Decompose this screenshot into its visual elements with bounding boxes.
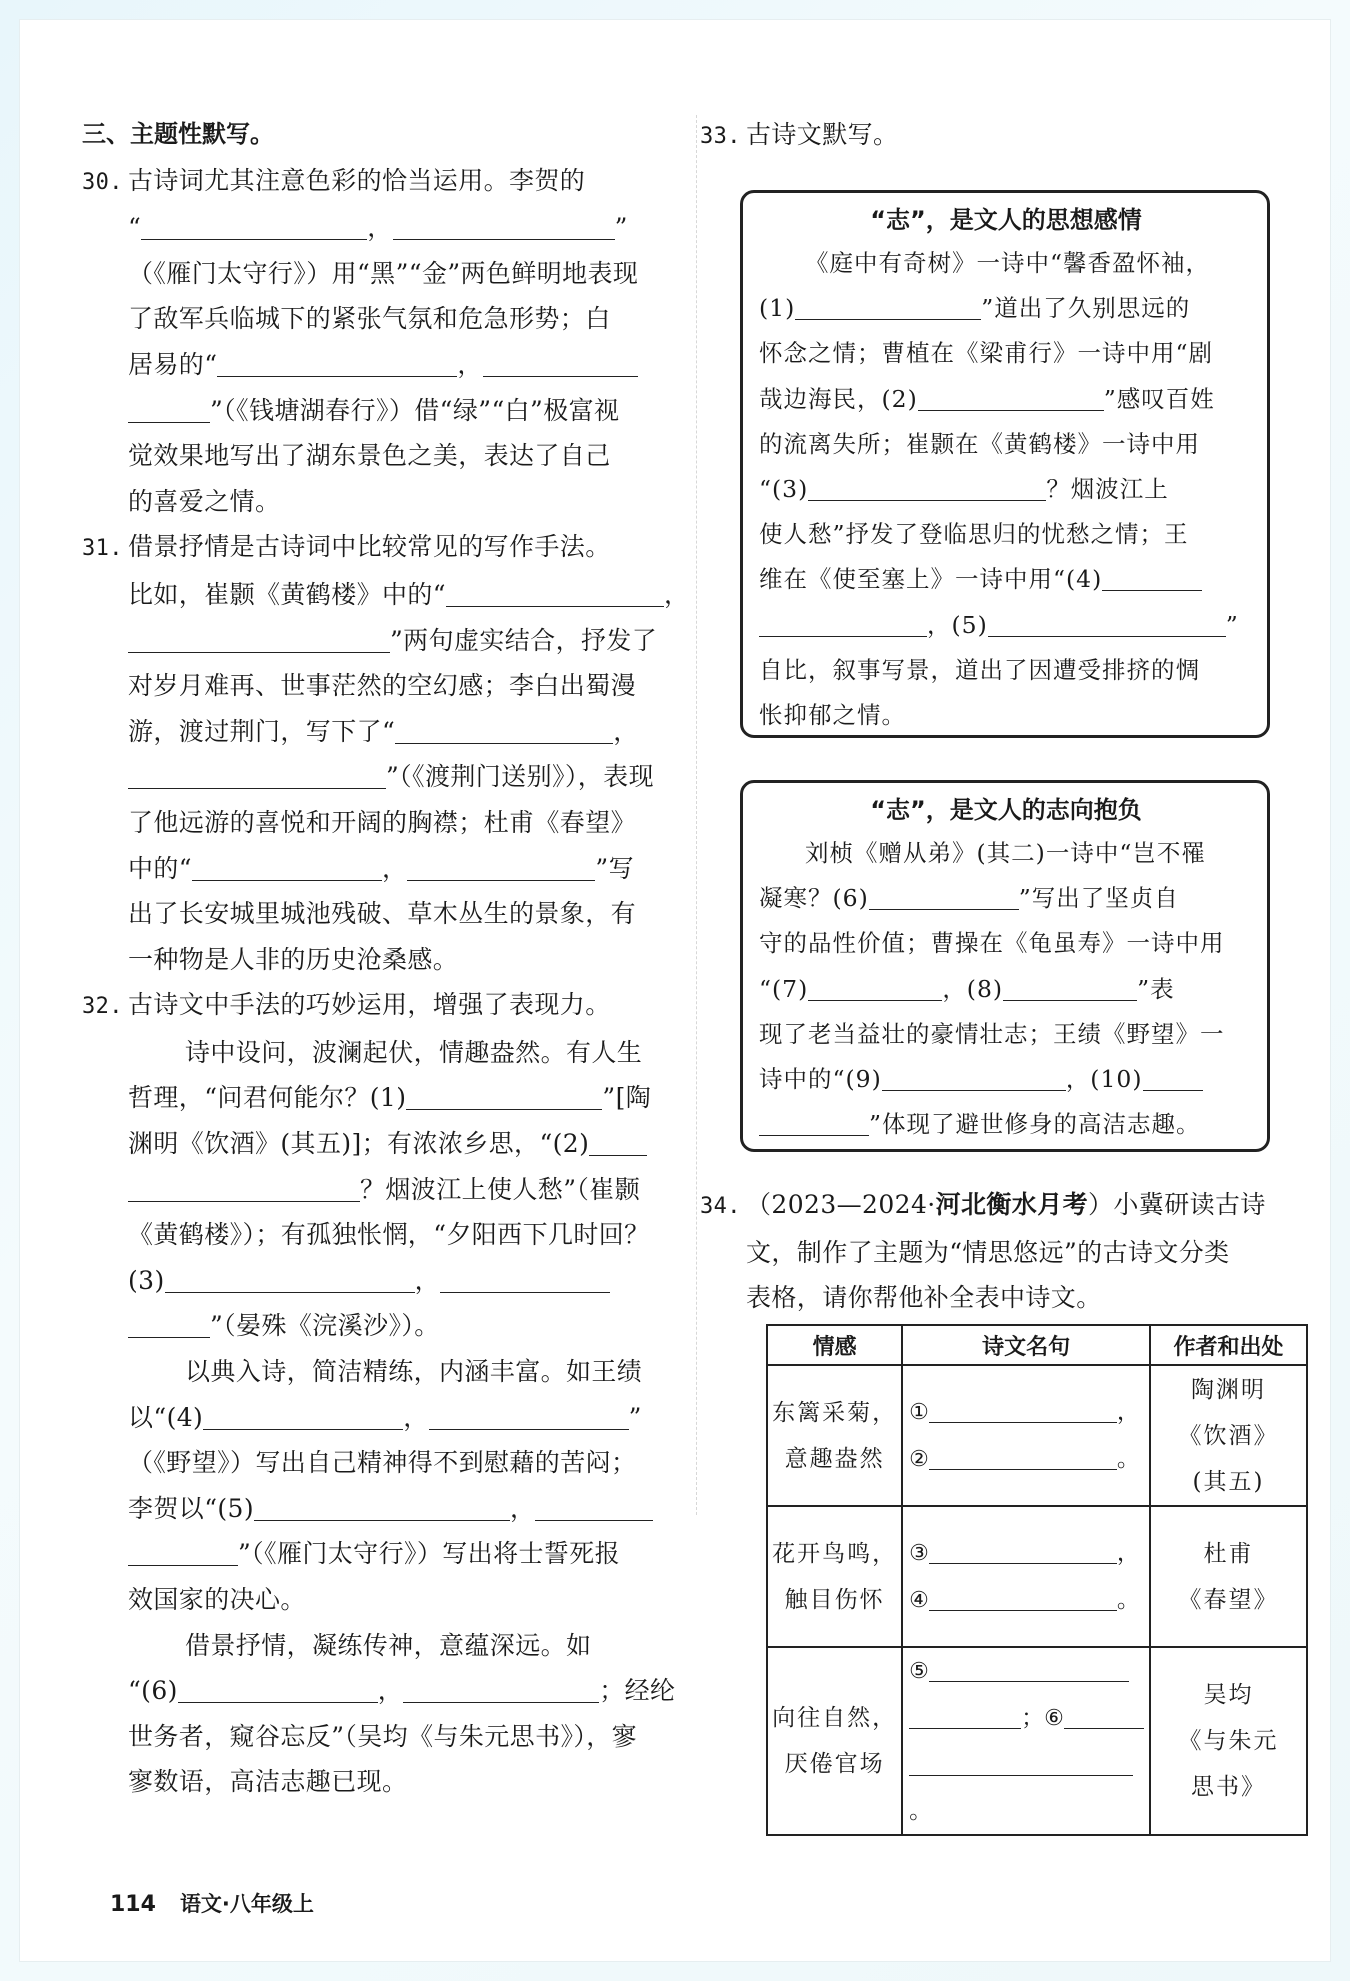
page-footer bbox=[110, 1888, 314, 1918]
box-title: “志”，是文人的志向抱负 bbox=[870, 796, 1142, 824]
question-33-header: 33. 古诗文默写。 bbox=[700, 112, 1300, 160]
answer-blank[interactable] bbox=[128, 760, 386, 789]
question-number: 33. bbox=[700, 124, 741, 149]
answer-blank[interactable] bbox=[882, 1062, 1066, 1091]
question-30: 30. 古诗词尤其注意色彩的恰当运用。李贺的 “ ， ” （《雁门太守行》）用“黑”“金”两色鲜明地表现 了敌军兵临城下的紧张气氛和危急形势；白 居易的“ ， ”（《钱塘湖春行》）借“绿”“白”极富视 觉效果地写出了湖东景色之美，表达了自己 的喜爱之情。 bbox=[82, 158, 692, 525]
table-row bbox=[767, 1647, 1307, 1835]
thought-feeling-box: “志”，是文人的思想感情 《庭中有奇树》一诗中“馨香盈怀袖， (1) ”道出了久别思远的 怀念之情；曹植在《梁甫行》一诗中用“剧 哉边海民，(2) ”感叹百姓 的流离失所；崔颢在《黄鹤楼》一诗中用 “(3) ？烟波江上 使人愁”抒发了登临思归的忧愁之情；王 维在《使至塞上》一诗中用“(4) ，(5) ” 自比，叙事写景，道出了因遭受排挤的惆 怅抑郁之情。 bbox=[740, 190, 1270, 738]
answer-blank[interactable] bbox=[446, 578, 664, 607]
answer-blank[interactable] bbox=[988, 608, 1226, 637]
column-divider bbox=[696, 115, 698, 1515]
source-cell: 吴均 《与朱元 思书》 bbox=[1150, 1647, 1307, 1835]
answer-blank[interactable] bbox=[929, 1582, 1117, 1611]
answer-blank[interactable] bbox=[440, 1264, 610, 1293]
answer-blank[interactable] bbox=[918, 382, 1104, 411]
answer-blank[interactable] bbox=[165, 1264, 415, 1293]
book-title: 语文·八年级上 bbox=[179, 1892, 314, 1916]
answer-blank[interactable] bbox=[869, 881, 1019, 910]
verse-cell: ① ， ② 。 bbox=[902, 1365, 1150, 1506]
answer-blank[interactable] bbox=[483, 348, 638, 377]
source-cell: 杜甫 《春望》 bbox=[1150, 1506, 1307, 1647]
answer-blank[interactable] bbox=[808, 972, 942, 1001]
section-heading: 三、主题性默写。 bbox=[82, 120, 274, 148]
answer-blank[interactable] bbox=[1064, 1700, 1144, 1729]
emotion-cell: 东篱采菊， 意趣盎然 bbox=[767, 1365, 902, 1506]
answer-blank[interactable] bbox=[929, 1441, 1117, 1470]
answer-blank[interactable] bbox=[1003, 972, 1137, 1001]
answer-blank[interactable] bbox=[808, 472, 1046, 501]
verse-cell: ⑤ ；⑥ 。 bbox=[902, 1647, 1150, 1835]
answer-blank[interactable] bbox=[128, 1309, 210, 1338]
source-tag: 河北衡水月考 bbox=[935, 1190, 1088, 1219]
column-header: 作者和出处 bbox=[1150, 1325, 1307, 1365]
answer-blank[interactable] bbox=[535, 1492, 653, 1521]
emotion-cell: 向往自然， 厌倦官场 bbox=[767, 1647, 902, 1835]
question-number: 34. bbox=[700, 1194, 741, 1219]
table-row bbox=[767, 1365, 1307, 1506]
answer-blank[interactable] bbox=[929, 1535, 1117, 1564]
verse-cell: ③ ， ④ 。 bbox=[902, 1506, 1150, 1647]
answer-blank[interactable] bbox=[403, 1674, 599, 1703]
question-32: 32. 古诗文中手法的巧妙运用，增强了表现力。 诗中设问，波澜起伏，情趣盎然。有人生 哲理，“问君何能尔？(1) ”[陶 渊明《饮酒》(其五)]；有浓浓乡思，“(2) ？烟波江上使人愁”（崔颢 《黄鹤楼》）；有孤独怅惘，“夕阳西下几时回？ (3) ， ”（晏殊《浣溪沙》）。 以典入诗，简洁精练，内涵丰富。如王绩 以“(4) ， ” （《野望》）写出自己精神得不到慰藉的苦闷； 李贺以“(5) ， ”（《雁门太守行》）写出将士誓死报 效国家的决心。 借景抒情，凝练传神，意蕴深远。如 “(6) ， ；经纶 世务者，窥谷忘反”（吴均《与朱元思书》），寥 寥数语，高洁志趣已现。 bbox=[82, 982, 692, 1805]
poem-table bbox=[766, 1324, 1308, 1836]
answer-blank[interactable] bbox=[407, 852, 595, 881]
answer-blank[interactable] bbox=[192, 852, 382, 881]
source-cell: 陶渊明 《饮酒》 (其五) bbox=[1150, 1365, 1307, 1506]
answer-blank[interactable] bbox=[909, 1747, 1133, 1776]
answer-blank[interactable] bbox=[429, 1401, 629, 1430]
column-header: 诗文名句 bbox=[902, 1325, 1150, 1365]
answer-blank[interactable] bbox=[1102, 562, 1202, 591]
right-column bbox=[700, 112, 1300, 1824]
question-number: 31. bbox=[82, 536, 123, 562]
answer-blank[interactable] bbox=[128, 1537, 238, 1566]
answer-blank[interactable] bbox=[203, 1401, 403, 1430]
table-header-row bbox=[767, 1325, 1307, 1365]
ambition-box: “志”，是文人的志向抱负 刘桢《赠从弟》(其二)一诗中“岂不罹 凝寒？(6) ”写出了坚贞自 守的品性价值；曹操在《龟虽寿》一诗中用 “(7) ，(8) ”表 现了老当益壮的豪情壮志；王绩《野望》一 诗中的“(9) ，(10) ”体现了避世修身的高洁志趣。 bbox=[740, 780, 1270, 1152]
column-header: 情感 bbox=[767, 1325, 902, 1365]
answer-blank[interactable] bbox=[128, 394, 210, 423]
workbook-page bbox=[20, 20, 1330, 1961]
question-31: 31. 借景抒情是古诗词中比较常见的写作手法。 比如，崔颢《黄鹤楼》中的“ ， ”两句虚实结合，抒发了 对岁月难再、世事茫然的空幻感；李白出蜀漫 游，渡过荆门，写下了“ ， ”（《渡荆门送别》），表现 了他远游的喜悦和开阔的胸襟；杜甫《春望》 中的“ ， ”写 出了长安城里城池残破、草木丛生的景象，有 一种物是人非的历史沧桑感。 bbox=[82, 524, 692, 982]
answer-blank[interactable] bbox=[406, 1081, 602, 1110]
answer-blank[interactable] bbox=[217, 348, 457, 377]
answer-blank[interactable] bbox=[1143, 1062, 1203, 1091]
answer-blank[interactable] bbox=[395, 715, 613, 744]
question-number: 30. bbox=[82, 169, 123, 195]
answer-blank[interactable] bbox=[795, 291, 981, 320]
page-number: 114 bbox=[110, 1892, 156, 1917]
left-column bbox=[82, 112, 692, 1805]
answer-blank[interactable] bbox=[254, 1492, 510, 1521]
answer-blank[interactable] bbox=[128, 624, 390, 653]
answer-blank[interactable] bbox=[393, 211, 615, 240]
table-row bbox=[767, 1506, 1307, 1647]
question-34: 34. （2023—2024·河北衡水月考）小冀研读古诗 文，制作了主题为“情思悠远”的古诗文分类 表格，请你帮他补全表中诗文。 bbox=[700, 1182, 1300, 1321]
answer-blank[interactable] bbox=[909, 1700, 1021, 1729]
answer-blank[interactable] bbox=[759, 1107, 869, 1136]
answer-blank[interactable] bbox=[929, 1394, 1117, 1423]
answer-blank[interactable] bbox=[128, 1173, 360, 1202]
answer-blank[interactable] bbox=[589, 1127, 647, 1156]
question-number: 32. bbox=[82, 994, 123, 1020]
emotion-cell: 花开鸟鸣， 触目伤怀 bbox=[767, 1506, 902, 1647]
answer-blank[interactable] bbox=[759, 608, 927, 637]
answer-blank[interactable] bbox=[141, 211, 367, 240]
answer-blank[interactable] bbox=[178, 1674, 378, 1703]
box-title: “志”，是文人的思想感情 bbox=[870, 206, 1142, 234]
answer-blank[interactable] bbox=[929, 1653, 1129, 1682]
